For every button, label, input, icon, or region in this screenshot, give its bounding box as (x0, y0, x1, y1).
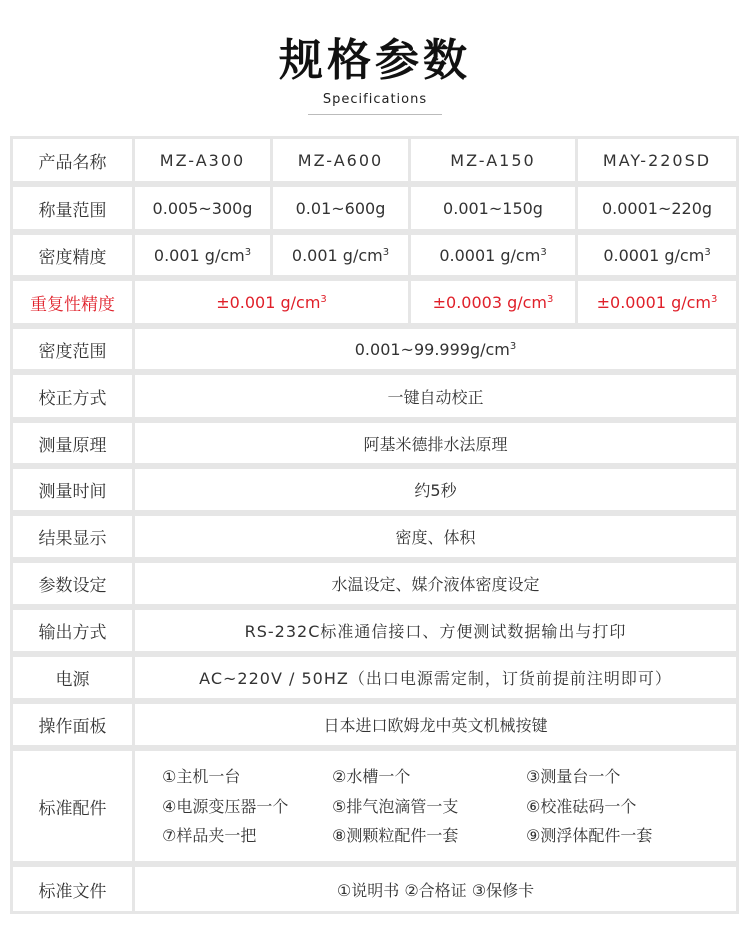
row-label: 测量原理 (13, 423, 132, 463)
accessory-item: ⑧测颗粒配件一套 (332, 826, 459, 845)
power-value: AC~220V / 50HZ（出口电源需定制，订货前提前注明即可） (135, 657, 736, 698)
display-value: 密度、体积 (135, 516, 736, 557)
spec-row-density-range (10, 326, 739, 372)
model-cell: MAY-220SD (578, 139, 736, 181)
settings-value: 水温设定、媒介液体密度设定 (135, 563, 736, 604)
row-label: 密度精度 (13, 235, 132, 275)
row-label: 产品名称 (13, 139, 132, 181)
spec-row-accessories (10, 748, 739, 864)
accessory-item: ⑥校准砝码一个 (526, 797, 637, 816)
spec-row-models (10, 136, 739, 184)
capacity-cell: 0.0001~220g (578, 187, 736, 229)
spec-row-density-precision (10, 232, 739, 278)
row-label: 密度范围 (13, 329, 132, 369)
accessory-item: ③测量台一个 (526, 767, 621, 786)
accessory-item: ⑨测浮体配件一套 (526, 826, 653, 845)
accessory-item: ⑤排气泡滴管一支 (332, 797, 459, 816)
spec-row-capacity (10, 184, 739, 232)
output-value: RS-232C标准通信接口、方便测试数据输出与打印 (135, 610, 736, 651)
repeatability-cell: ±0.0003 g/cm $^3$ (411, 281, 575, 323)
subtitle-underline (308, 114, 442, 115)
spec-row-principle (10, 420, 739, 466)
spec-row-output (10, 607, 739, 654)
row-label: 结果显示 (13, 516, 132, 557)
spec-row-time (10, 466, 739, 513)
spec-row-repeatability (10, 278, 739, 326)
time-value: 约5秒 (135, 469, 736, 510)
spec-row-power (10, 654, 739, 701)
row-label: 测量时间 (13, 469, 132, 510)
capacity-cell: 0.01~600g (273, 187, 408, 229)
repeatability-cell: ±0.0001 g/cm $^3$ (578, 281, 736, 323)
model-cell: MZ-A600 (273, 139, 408, 181)
model-cell: MZ-A150 (411, 139, 575, 181)
capacity-cell: 0.001~150g (411, 187, 575, 229)
precision-cell: 0.001 g/cm $^3$ (135, 235, 270, 275)
repeatability-cell: ±0.001 g/cm $^3$ (135, 281, 408, 323)
row-label: 输出方式 (13, 610, 132, 651)
density-range-value: 0.001~99.999g/cm $^3$ (135, 329, 736, 369)
row-label: 称量范围 (13, 187, 132, 229)
row-label: 标准配件 (13, 751, 132, 861)
model-cell: MZ-A300 (135, 139, 270, 181)
precision-cell: 0.0001 g/cm $^3$ (411, 235, 575, 275)
row-label: 电源 (13, 657, 132, 698)
accessory-item: ①主机一台 (162, 767, 241, 786)
principle-value: 阿基米德排水法原理 (135, 423, 736, 463)
row-label: 操作面板 (13, 704, 132, 745)
spec-row-calibration (10, 372, 739, 420)
spec-row-display (10, 513, 739, 560)
page-title: 规格参数 (279, 35, 471, 86)
documents-value: ①说明书 ②合格证 ③保修卡 (135, 867, 736, 911)
row-label: 标准文件 (13, 867, 132, 911)
spec-row-settings (10, 560, 739, 607)
panel-value: 日本进口欧姆龙中英文机械按键 (135, 704, 736, 745)
precision-cell: 0.0001 g/cm $^3$ (578, 235, 736, 275)
accessory-item: ②水槽一个 (332, 767, 411, 786)
calibration-value: 一键自动校正 (135, 375, 736, 417)
page-subtitle: Specifications (322, 92, 428, 107)
spec-row-documents (10, 864, 739, 914)
spec-row-panel (10, 701, 739, 748)
accessory-item: ⑦样品夹一把 (162, 826, 257, 845)
precision-cell: 0.001 g/cm $^3$ (273, 235, 408, 275)
accessory-item: ④电源变压器一个 (162, 797, 289, 816)
row-label: 参数设定 (13, 563, 132, 604)
capacity-cell: 0.005~300g (135, 187, 270, 229)
row-label: 重复性精度 (13, 281, 132, 323)
row-label: 校正方式 (13, 375, 132, 417)
